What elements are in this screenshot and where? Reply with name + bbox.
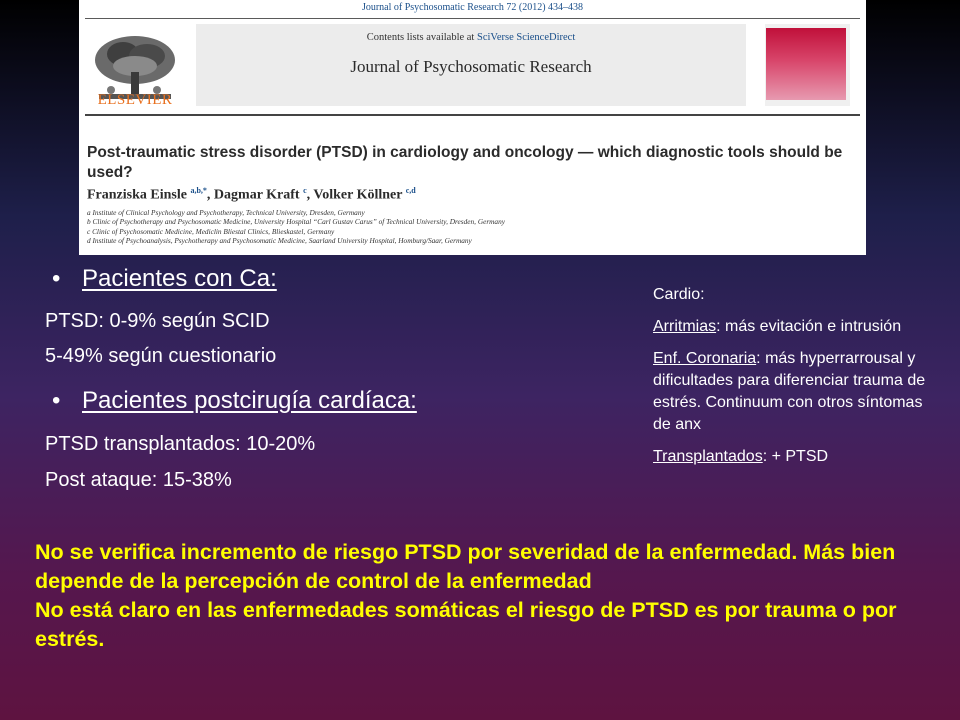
affiliation-item: a Institute of Clinical Psychology and Psychotherapy, Technical University, Dresden, Germany: [87, 208, 365, 217]
side-note-text: : más hyperrarrousal y dificultades para diferenciar trauma de estrés. Continuum con otros síntomas de anx: [653, 350, 926, 433]
bullet-cardiac-patients: [52, 387, 417, 415]
affiliation-item: d Institute of Psychoanalysis, Psychotherapy and Psychosomatic Medicine, Saarland University Hospital, Homburg/Saar, Germany: [87, 236, 472, 246]
conclusion-block: [35, 538, 935, 654]
author-name: Franziska Einsle: [87, 187, 187, 203]
side-note-text: : más evitación e intrusión: [716, 318, 902, 335]
journal-banner: [196, 24, 746, 106]
cardio-side-note: [653, 284, 943, 478]
conclusion-paragraph: No se verifica incremento de riesgo PTSD por severidad de la enfermedad. Más bien depende de la percepción de control de la enfermedad: [35, 540, 896, 593]
side-note-label: Arritmias: [653, 318, 717, 335]
body-line: PTSD: 0-9% según SCID: [45, 310, 270, 332]
side-note-label: Enf. Coronaria: [653, 350, 757, 367]
journal-cover-image: [766, 28, 846, 100]
article-header-image: [79, 0, 866, 255]
body-line: PTSD transplantados: 10-20%: [45, 433, 316, 455]
contents-line: [196, 32, 746, 43]
bullet-heading: Pacientes con Ca:: [82, 265, 277, 292]
body-line: Post ataque: 15-38%: [45, 469, 232, 491]
author-list: Franziska Einsle $^{a,b,*}$, Dagmar Kraft $^c$, Volker Köllner $^{c,d}$: [87, 186, 416, 203]
journal-reference: Journal of Psychosomatic Research 72 (2012) 434–438: [361, 2, 584, 13]
side-note-text: : + PTSD: [762, 448, 829, 465]
affiliation-list: [87, 208, 857, 246]
bullet-cancer-patients: [52, 265, 277, 293]
bullet-marker: •: [52, 387, 61, 414]
conclusion-paragraph: No está claro en las enfermedades somáticas el riesgo de PTSD es por trauma o por estrés.: [35, 598, 897, 651]
article-title: Post-traumatic stress disorder (PTSD) in cardiology and oncology — which diagnostic tools should be used?: [87, 144, 843, 181]
side-note-item: [653, 316, 943, 338]
publisher-name: ELSEVIER: [97, 92, 173, 108]
author-affiliation-marker: a,b,*: [190, 186, 207, 195]
body-line: 5-49% según cuestionario: [45, 345, 277, 367]
side-note-item: [653, 348, 943, 436]
author-name: Volker Köllner: [313, 187, 403, 203]
author-affiliation-marker: c: [303, 186, 307, 195]
side-note-label: Transplantados: [653, 448, 763, 465]
bullet-marker: •: [52, 265, 61, 292]
side-note-heading: Cardio:: [653, 286, 705, 303]
divider: [85, 18, 860, 19]
affiliation-item: c Clinic of Psychosomatic Medicine, Mediclin Bliestal Clinics, Blieskastel, Germany: [87, 226, 335, 236]
journal-title: Journal of Psychosomatic Research: [350, 57, 592, 76]
affiliation-item: b Clinic of Psychotherapy and Psychosomatic Medicine, University Hospital “Carl Gustav Carus” of Technical University, Dresden, Germany: [87, 217, 505, 227]
author-affiliation-marker: c,d: [405, 186, 416, 195]
author-name: Dagmar Kraft: [213, 187, 300, 203]
bullet-heading: Pacientes postcirugía cardíaca:: [82, 387, 417, 414]
divider: [85, 114, 860, 116]
side-note-item: [653, 446, 943, 468]
journal-cover-thumbnail: [765, 24, 850, 106]
contents-prefix: Contents lists available at: [366, 32, 477, 43]
sciencedirect-link[interactable]: SciVerse ScienceDirect: [476, 32, 576, 43]
